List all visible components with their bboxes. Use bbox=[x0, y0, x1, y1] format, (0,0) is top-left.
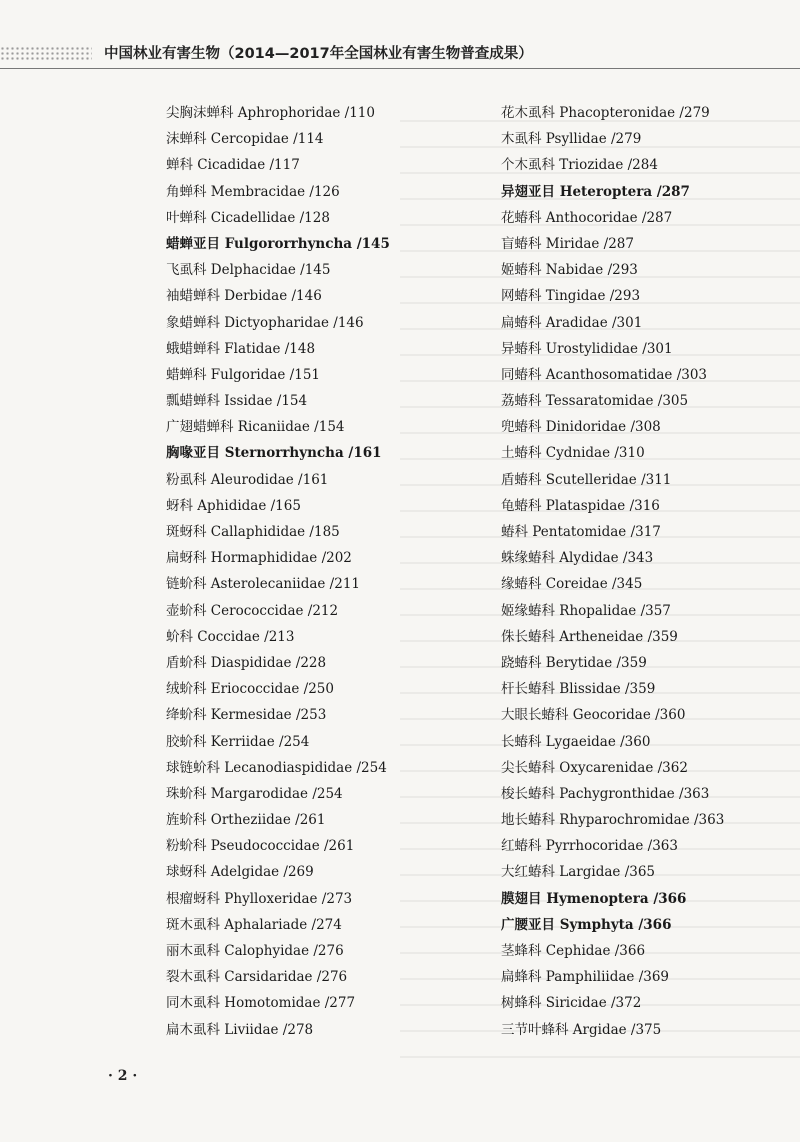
toc-entry: 网蝽科 Tingidae /293 bbox=[501, 288, 641, 305]
toc-entry: 花木虱科 Phacopteronidae /279 bbox=[501, 105, 710, 121]
toc-entry: 根瘤蚜科 Phylloxeridae /273 bbox=[166, 890, 353, 907]
toc-entry: 扁木虱科 Liviidae /278 bbox=[166, 1021, 314, 1038]
running-header bbox=[0, 40, 800, 66]
toc-entry: 广翅蜡蝉科 Ricaniidae /154 bbox=[166, 419, 345, 436]
toc-entry: 红蝽科 Pyrrhocoridae /363 bbox=[501, 838, 678, 855]
toc-section-heading: 蜡蝉亚目 Fulgororrhyncha /145 bbox=[166, 235, 390, 252]
toc-entry: 叶蝉科 Cicadellidae /128 bbox=[166, 209, 330, 226]
toc-entry: 花蝽科 Anthocoridae /287 bbox=[501, 209, 673, 226]
toc-entry: 龟蝽科 Plataspidae /316 bbox=[501, 497, 660, 514]
header-dot-pattern bbox=[0, 46, 92, 60]
toc-entry: 飞虱科 Delphacidae /145 bbox=[166, 262, 331, 279]
toc-section-heading: 胸喙亚目 Sternorrhyncha /161 bbox=[166, 445, 382, 462]
toc-entry: 沫蝉科 Cercopidae /114 bbox=[166, 131, 324, 148]
toc-entry: 绒蚧科 Eriococcidae /250 bbox=[166, 681, 334, 698]
toc-entry: 侏长蝽科 Artheneidae /359 bbox=[501, 628, 678, 645]
toc-entry: 跷蝽科 Berytidae /359 bbox=[501, 654, 647, 671]
toc-entry: 球链蚧科 Lecanodiaspididae /254 bbox=[166, 759, 387, 776]
toc-section-heading: 膜翅目 Hymenoptera /366 bbox=[501, 890, 687, 907]
page-number: · 2 · bbox=[108, 1068, 138, 1084]
toc-entry: 梭长蝽科 Pachygronthidae /363 bbox=[501, 785, 710, 802]
toc-entry: 胶蚧科 Kerriidae /254 bbox=[166, 733, 310, 750]
toc-entry: 袖蜡蝉科 Derbidae /146 bbox=[166, 288, 322, 305]
toc-entry: 扁蝽科 Aradidae /301 bbox=[501, 314, 643, 331]
toc-entry: 裂木虱科 Carsidaridae /276 bbox=[166, 969, 348, 986]
toc-entry: 蚜科 Aphididae /165 bbox=[166, 497, 301, 514]
toc-entry: 盾蝽科 Scutelleridae /311 bbox=[501, 471, 672, 488]
toc-entry: 地长蝽科 Rhyparochromidae /363 bbox=[501, 812, 725, 829]
toc-entry: 茎蜂科 Cephidae /366 bbox=[501, 943, 646, 959]
toc-entry: 壶蚧科 Cerococcidae /212 bbox=[166, 602, 339, 619]
toc-entry: 粉蚧科 Pseudococcidae /261 bbox=[166, 838, 355, 855]
toc-entry: 盾蚧科 Diaspididae /228 bbox=[166, 654, 327, 671]
toc-entry: 绛蚧科 Kermesidae /253 bbox=[166, 707, 327, 724]
toc-entry: 长蝽科 Lygaeidae /360 bbox=[501, 733, 651, 750]
toc-entry: 姬蝽科 Nabidae /293 bbox=[501, 262, 638, 279]
toc-entry: 同木虱科 Homotomidae /277 bbox=[166, 995, 356, 1012]
toc-entry: 粉虱科 Aleurodidae /161 bbox=[166, 471, 329, 488]
toc-entry: 尖长蝽科 Oxycarenidae /362 bbox=[501, 759, 688, 776]
toc-entry: 杆长蝽科 Blissidae /359 bbox=[501, 681, 656, 698]
toc-entry: 蚧科 Coccidae /213 bbox=[166, 628, 295, 645]
toc-right-column bbox=[501, 100, 724, 1043]
toc-entry: 丽木虱科 Calophyidae /276 bbox=[166, 943, 344, 959]
toc-entry: 土蝽科 Cydnidae /310 bbox=[501, 445, 645, 462]
toc-entry: 盲蝽科 Miridae /287 bbox=[501, 235, 634, 252]
toc-entry: 同蝽科 Acanthosomatidae /303 bbox=[501, 366, 708, 383]
toc-entry: 蝉科 Cicadidae /117 bbox=[166, 157, 300, 174]
toc-entry: 蝽科 Pentatomidae /317 bbox=[501, 524, 661, 540]
toc-entry: 蛛缘蝽科 Alydidae /343 bbox=[501, 550, 654, 567]
toc-entry: 兜蝽科 Dinidoridae /308 bbox=[501, 419, 661, 436]
toc-entry: 尖胸沫蝉科 Aphrophoridae /110 bbox=[166, 105, 375, 121]
toc-section-heading: 广腰亚目 Symphyta /366 bbox=[501, 916, 672, 933]
toc-entry: 象蜡蝉科 Dictyopharidae /146 bbox=[166, 314, 364, 331]
toc-entry: 斑蚜科 Callaphididae /185 bbox=[166, 524, 340, 540]
toc-entry: 蜡蝉科 Fulgoridae /151 bbox=[166, 366, 320, 383]
toc-entry: 斑木虱科 Aphalariade /274 bbox=[166, 916, 342, 933]
toc-entry: 大红蝽科 Largidae /365 bbox=[501, 864, 656, 881]
toc-entry: 荔蝽科 Tessaratomidae /305 bbox=[501, 393, 689, 410]
toc-entry: 缘蝽科 Coreidae /345 bbox=[501, 576, 643, 593]
running-header-title: 中国林业有害生物（2014—2017年全国林业有害生物普查成果） bbox=[104, 46, 533, 62]
toc-left-column bbox=[166, 100, 390, 1043]
toc-entry: 三节叶蜂科 Argidae /375 bbox=[501, 1021, 662, 1038]
toc-entry: 树蜂科 Siricidae /372 bbox=[501, 995, 642, 1012]
toc-entry: 旌蚧科 Ortheziidae /261 bbox=[166, 812, 326, 829]
toc-entry: 珠蚧科 Margarodidae /254 bbox=[166, 785, 343, 802]
toc-entry: 木虱科 Psyllidae /279 bbox=[501, 131, 642, 148]
toc-entry: 姬缘蝽科 Rhopalidae /357 bbox=[501, 602, 671, 619]
toc-entry: 蛾蜡蝉科 Flatidae /148 bbox=[166, 340, 316, 357]
toc-entry: 个木虱科 Triozidae /284 bbox=[501, 157, 658, 174]
toc-section-heading: 异翅亚目 Heteroptera /287 bbox=[501, 183, 690, 200]
toc-entry: 异蝽科 Urostylididae /301 bbox=[501, 340, 673, 357]
toc-entry: 球蚜科 Adelgidae /269 bbox=[166, 864, 314, 881]
toc-entry: 扁蜂科 Pamphiliidae /369 bbox=[501, 969, 670, 986]
toc-entry: 大眼长蝽科 Geocoridae /360 bbox=[501, 707, 686, 724]
toc-entry: 扁蚜科 Hormaphididae /202 bbox=[166, 550, 352, 567]
toc-entry: 角蝉科 Membracidae /126 bbox=[166, 183, 340, 200]
toc-entry: 链蚧科 Asterolecaniidae /211 bbox=[166, 576, 360, 593]
toc-entry: 瓢蜡蝉科 Issidae /154 bbox=[166, 393, 308, 410]
header-rule bbox=[0, 68, 800, 69]
